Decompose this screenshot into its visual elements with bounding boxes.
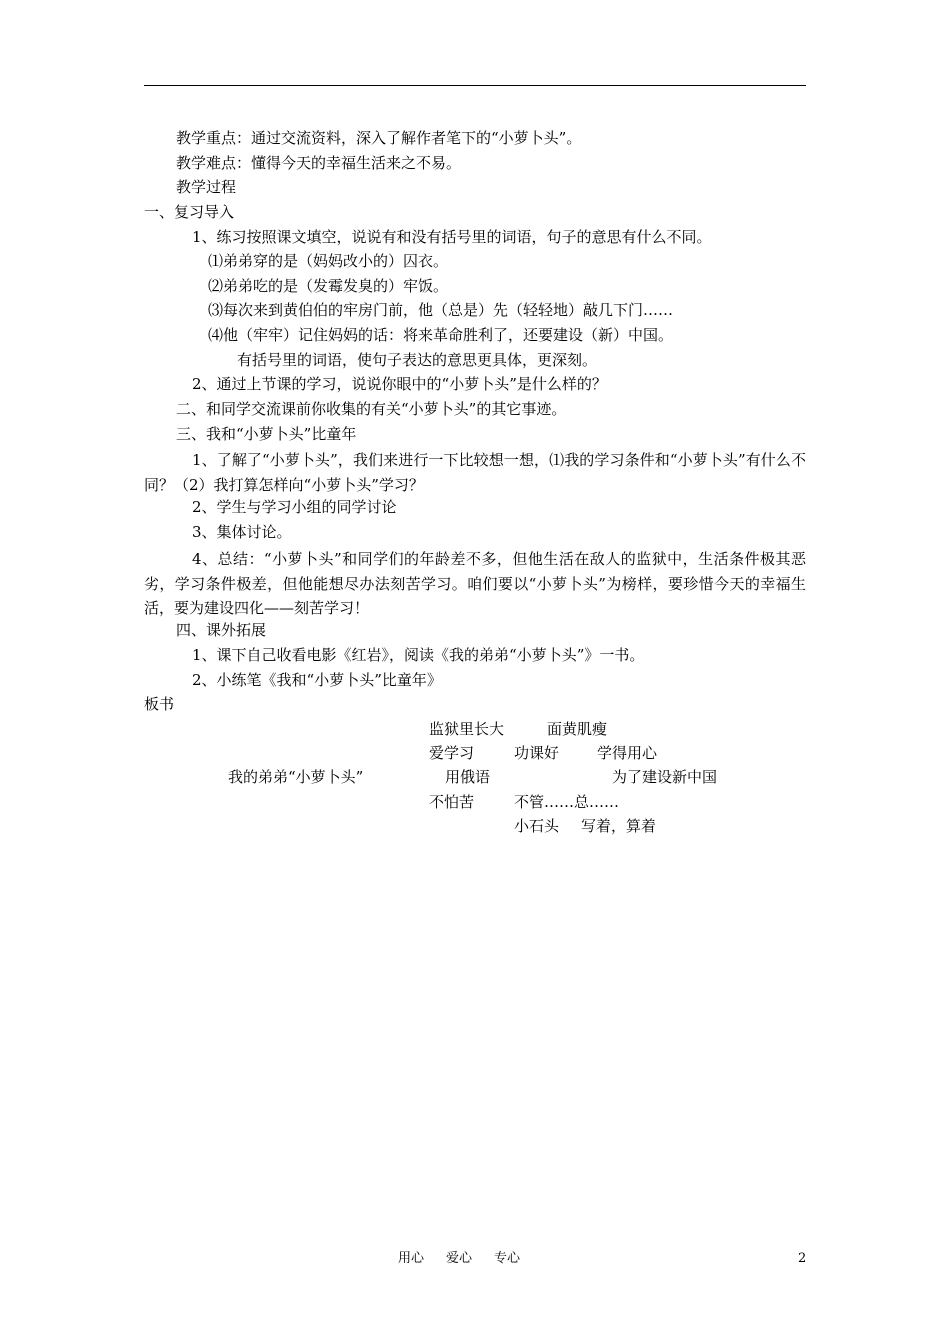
sentence-4: ⑷他（牢牢）记住妈妈的话：将来革命胜利了，还要建设（新）中国。 <box>208 326 674 344</box>
section-2-heading: 二、和同学交流课前你收集的有关“小萝卜头”的其它事迹。 <box>176 400 567 418</box>
board-item: 不怕苦 <box>429 793 475 811</box>
teaching-focus: 教学重点：通过交流资料，深入了解作者笔下的“小萝卜头”。 <box>176 129 582 147</box>
board-item: 写着，算着 <box>581 817 657 835</box>
board-item: 用俄语 <box>445 768 491 786</box>
board-item: 不管……总…… <box>514 793 620 811</box>
summary-paragraph: 4、总结：“小萝卜头”和同学们的年龄差不多，但他生活在敌人的监狱中，生活条件极其恶劣，学习条件极差，但他能想尽办法刻苦学习。咱们要以“小萝卜头”为榜样，要珍惜今天的幸福生活，要为建设四化——刻苦学习！ <box>144 550 806 617</box>
sentence-1: ⑴弟弟穿的是（妈妈改小的）囚衣。 <box>208 252 449 270</box>
board-item: 监狱里长大 <box>429 720 505 738</box>
section-1-heading: 一、复习导入 <box>144 203 235 221</box>
exercise-2: 2、通过上节课的学习，说说你眼中的“小萝卜头”是什么样的？ <box>192 375 607 393</box>
board-item: 面黄肌瘦 <box>547 720 608 738</box>
board-center-title: 我的弟弟“小萝卜头” <box>228 768 364 786</box>
footer-motto: 爱心 <box>446 1251 473 1266</box>
board-item: 小石头 <box>514 817 560 835</box>
sentence-conclusion: 有括号里的词语，使句子表达的意思更具体，更深刻。 <box>237 351 598 369</box>
blackboard-heading: 板书 <box>144 695 175 713</box>
class-discussion: 3、集体讨论。 <box>192 523 292 541</box>
teaching-process-heading: 教学过程 <box>176 178 237 196</box>
extension-1: 1、课下自己收看电影《红岩》，阅读《我的弟弟“小萝卜头”》一书。 <box>192 646 645 664</box>
footer-motto: 用心 <box>398 1251 425 1266</box>
extension-2: 2、小练笔《我和“小萝卜头”比童年》 <box>192 671 442 689</box>
section-3-heading: 三、我和“小萝卜头”比童年 <box>176 425 357 443</box>
sentence-3: ⑶每次来到黄伯伯的牢房门前，他（总是）先（轻轻地）敲几下门…… <box>208 301 674 319</box>
compare-paragraph: 1、了解了“小萝卜头”，我们来进行一下比较想一想，⑴我的学习条件和“小萝卜头”有什么不同？（2）我打算怎样向“小萝卜头”学习？ <box>144 451 806 494</box>
sentence-2: ⑵弟弟吃的是（发霉发臭的）牢饭。 <box>208 277 449 295</box>
header-rule <box>144 85 806 86</box>
exercise-1: 1、练习按照课文填空，说说有和没有括号里的词语，句子的意思有什么不同。 <box>192 228 712 246</box>
section-4-heading: 四、课外拓展 <box>176 621 267 639</box>
teaching-difficulty: 教学难点：懂得今天的幸福生活来之不易。 <box>176 154 462 172</box>
board-item: 功课好 <box>514 744 560 762</box>
page-number: 2 <box>798 1251 807 1266</box>
board-item: 学得用心 <box>597 744 658 762</box>
footer-motto: 专心 <box>494 1251 521 1266</box>
board-item: 为了建设新中国 <box>612 768 718 786</box>
board-item: 爱学习 <box>429 744 475 762</box>
group-discussion: 2、学生与学习小组的同学讨论 <box>192 498 397 516</box>
